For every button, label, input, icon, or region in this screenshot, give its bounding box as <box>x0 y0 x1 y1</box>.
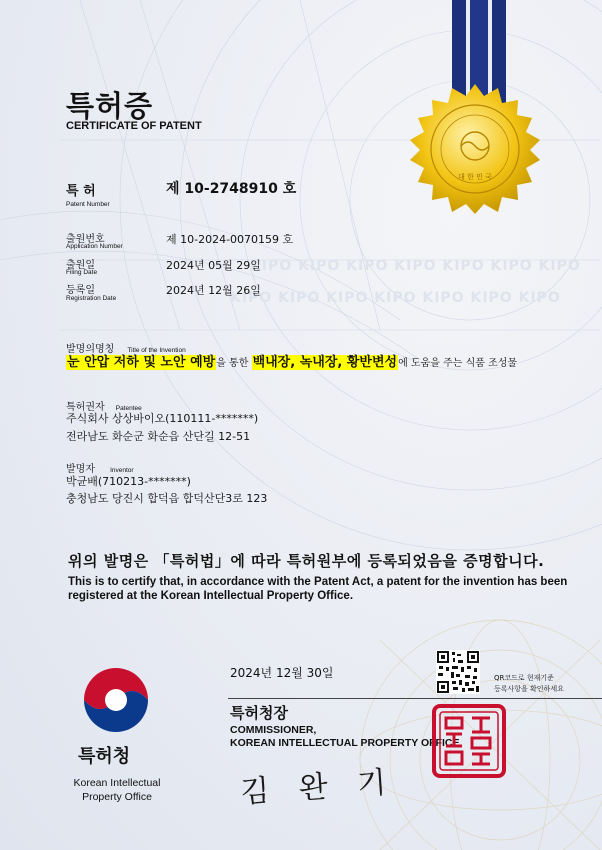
patentee-label-ko: 특허권자 <box>66 402 105 413</box>
inventor-name: 박균배(710213-*******) <box>66 475 191 488</box>
registration-date-label-en: Registration Date <box>66 295 117 302</box>
signatory-title-ko: 특허청장 <box>230 704 288 722</box>
patentee-address: 전라남도 화순군 화순읍 산단길 12-51 <box>66 430 251 443</box>
application-number-value: 제 10-2024-0070159 호 <box>166 233 294 246</box>
patentee-name: 주식회사 상상바이오(110111-*******) <box>66 412 259 425</box>
certification-text-en: This is to certify that, in accordance with the Patent Act, a patent for the invention has been registered at the Korean Intellectual Property Office. <box>68 576 568 602</box>
registration-date-label: 등록일 <box>66 285 95 296</box>
inventor-address: 충청남도 당진시 합덕읍 합덕산단3로 123 <box>66 492 268 505</box>
watermark: KIPO KIPO KIPO KIPO KIPO KIPO KIPO <box>250 258 581 274</box>
filing-date-value: 2024년 05월 29일 <box>166 259 261 272</box>
patent-number-label: 특 허 <box>66 184 96 199</box>
patent-number-value: 제 10-2748910 호 <box>166 181 297 197</box>
application-number-label-en: Application Number <box>66 243 123 250</box>
patentee-label-en: Patentee <box>115 405 142 412</box>
invention-label-ko: 발명의명칭 <box>66 344 115 355</box>
official-seal-icon <box>432 704 506 778</box>
kipo-name-en-line2: Property Office <box>82 791 152 803</box>
certificate-title: 특허증 <box>66 89 154 123</box>
certification-text-ko: 위의 발명은 「특허법」에 따라 특허원부에 등록되었음을 증명합니다. <box>68 552 545 570</box>
qr-note <box>494 673 564 695</box>
kipo-logo-icon <box>76 664 156 736</box>
issue-date: 2024년 12월 30일 <box>230 666 334 680</box>
qr-note-line2: 등록사항을 확인하세요 <box>494 685 564 693</box>
seal-text: 대 한 민 국 <box>458 173 492 181</box>
qr-note-line1: QR코드로 현재기준 <box>494 674 554 682</box>
kipo-name-en <box>62 776 172 804</box>
gold-seal-icon <box>400 84 550 214</box>
signatory-title-en-2: KOREAN INTELLECTUAL PROPERTY OFFICE <box>230 737 460 749</box>
invention-title-highlight-1: 눈 안압 저하 및 노안 예방 <box>67 355 216 370</box>
signature-divider <box>228 698 602 699</box>
registration-date-value: 2024년 12월 26일 <box>166 284 261 297</box>
inventor-label-en: Inventor <box>110 467 134 474</box>
qr-code-icon[interactable] <box>436 650 480 694</box>
application-number-label: 출원번호 <box>66 234 105 245</box>
patent-number-label-en: Patent Number <box>66 201 110 208</box>
kipo-name-en-line1: Korean Intellectual <box>73 777 161 789</box>
invention-title-text: 에 도움을 주는 식품 조성물 <box>398 358 518 369</box>
signature: 김 완 기 <box>239 764 398 811</box>
certificate-title-en: CERTIFICATE OF PATENT <box>66 120 202 132</box>
kipo-name-ko: 특허청 <box>78 746 131 767</box>
invention-title-highlight-2: 백내장, 녹내장, 황반변성 <box>252 355 398 370</box>
inventor-label-ko: 발명자 <box>66 464 95 475</box>
invention-label-en: Title of the Invention <box>127 347 186 354</box>
filing-date-label-en: Filing Date <box>66 269 98 276</box>
filing-date-label: 출원일 <box>66 260 95 271</box>
invention-title <box>66 351 517 370</box>
watermark: KIPO KIPO KIPO KIPO KIPO KIPO KIPO <box>230 290 561 306</box>
signatory-title-en-1: COMMISSIONER, <box>230 724 317 736</box>
invention-title-text: 을 통한 <box>216 358 252 369</box>
